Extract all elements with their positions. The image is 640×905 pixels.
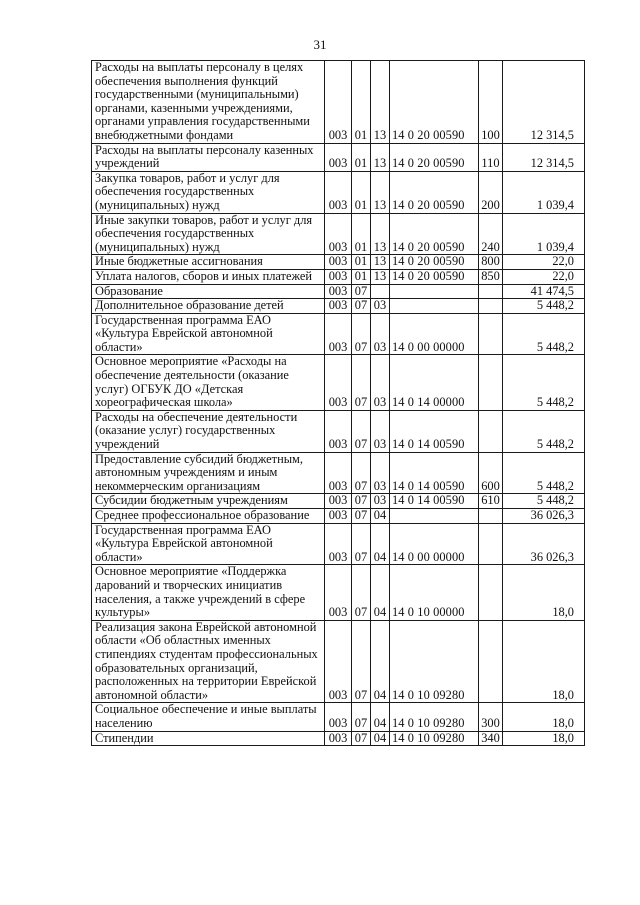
- row-vr: 340: [479, 731, 503, 746]
- page-number: 31: [313, 37, 327, 52]
- row-vr: 300: [479, 703, 503, 731]
- row-vr: [479, 509, 503, 524]
- row-sum: 12 314,5: [503, 61, 585, 144]
- table-row: [92, 731, 585, 746]
- row-csr: 14 0 14 00590: [390, 452, 479, 494]
- table-row: [92, 61, 585, 144]
- row-pr: 13: [371, 213, 390, 255]
- row-name: Государственная программа ЕАО «Культура Еврейской автономной области»: [92, 313, 325, 355]
- row-rz: 07: [352, 299, 371, 314]
- table-row: [92, 355, 585, 410]
- row-rz: 07: [352, 703, 371, 731]
- row-ved: 003: [325, 509, 352, 524]
- row-sum: 1 039,4: [503, 171, 585, 213]
- row-ved: 003: [325, 213, 352, 255]
- row-vr: [479, 284, 503, 299]
- row-name: Иные закупки товаров, работ и услуг для обеспечения государственных (муниципальных) нужд: [92, 213, 325, 255]
- row-rz: 01: [352, 213, 371, 255]
- budget-table: [91, 60, 585, 746]
- row-ved: 003: [325, 284, 352, 299]
- row-sum: 5 448,2: [503, 452, 585, 494]
- table-row: [92, 494, 585, 509]
- row-name: Образование: [92, 284, 325, 299]
- row-ved: 003: [325, 703, 352, 731]
- row-csr: 14 0 00 00000: [390, 523, 479, 565]
- row-sum: 22,0: [503, 269, 585, 284]
- table-row: [92, 509, 585, 524]
- row-vr: 600: [479, 452, 503, 494]
- row-pr: 04: [371, 620, 390, 703]
- row-csr: 14 0 20 00590: [390, 269, 479, 284]
- row-csr: 14 0 00 00000: [390, 313, 479, 355]
- row-sum: 36 026,3: [503, 523, 585, 565]
- row-sum: 41 474,5: [503, 284, 585, 299]
- row-name: Основное мероприятие «Поддержка дарований и творческих инициатив населения, а также учреждений в сфере культуры»: [92, 565, 325, 620]
- row-rz: 01: [352, 143, 371, 171]
- row-ved: 003: [325, 313, 352, 355]
- table-row: [92, 452, 585, 494]
- row-ved: 003: [325, 355, 352, 410]
- row-rz: 07: [352, 284, 371, 299]
- row-name: Закупка товаров, работ и услуг для обеспечения государственных (муниципальных) нужд: [92, 171, 325, 213]
- table-row: [92, 143, 585, 171]
- table-row: [92, 269, 585, 284]
- row-sum: 22,0: [503, 255, 585, 270]
- table-body: [92, 61, 585, 746]
- row-sum: 5 448,2: [503, 494, 585, 509]
- row-sum: 18,0: [503, 565, 585, 620]
- row-vr: [479, 299, 503, 314]
- row-vr: [479, 523, 503, 565]
- row-name: Расходы на обеспечение деятельности (оказание услуг) государственных учреждений: [92, 410, 325, 452]
- row-pr: 03: [371, 313, 390, 355]
- row-name: Расходы на выплаты персоналу казенных учреждений: [92, 143, 325, 171]
- row-ved: 003: [325, 731, 352, 746]
- row-ved: 003: [325, 494, 352, 509]
- row-csr: 14 0 10 09280: [390, 620, 479, 703]
- row-ved: 003: [325, 523, 352, 565]
- row-csr: 14 0 20 00590: [390, 61, 479, 144]
- row-vr: [479, 565, 503, 620]
- row-sum: 1 039,4: [503, 213, 585, 255]
- row-sum: 18,0: [503, 620, 585, 703]
- row-pr: 03: [371, 494, 390, 509]
- row-rz: 01: [352, 269, 371, 284]
- row-vr: 110: [479, 143, 503, 171]
- table-row: [92, 284, 585, 299]
- row-sum: 18,0: [503, 731, 585, 746]
- table-row: [92, 565, 585, 620]
- row-pr: 04: [371, 523, 390, 565]
- row-pr: [371, 284, 390, 299]
- row-ved: 003: [325, 620, 352, 703]
- row-vr: 100: [479, 61, 503, 144]
- row-csr: 14 0 10 00000: [390, 565, 479, 620]
- row-ved: 003: [325, 255, 352, 270]
- table-row: [92, 255, 585, 270]
- row-csr: 14 0 20 00590: [390, 143, 479, 171]
- row-name: Предоставление субсидий бюджетным, автономным учреждениям и иным некоммерческим организациям: [92, 452, 325, 494]
- row-rz: 07: [352, 620, 371, 703]
- row-vr: 200: [479, 171, 503, 213]
- row-csr: 14 0 10 09280: [390, 731, 479, 746]
- row-pr: 13: [371, 61, 390, 144]
- row-rz: 07: [352, 494, 371, 509]
- row-pr: 04: [371, 731, 390, 746]
- row-rz: 07: [352, 452, 371, 494]
- row-rz: 07: [352, 410, 371, 452]
- row-vr: 610: [479, 494, 503, 509]
- row-pr: 13: [371, 269, 390, 284]
- row-ved: 003: [325, 565, 352, 620]
- row-csr: [390, 284, 479, 299]
- row-csr: 14 0 20 00590: [390, 171, 479, 213]
- table-row: [92, 171, 585, 213]
- table-row: [92, 523, 585, 565]
- row-csr: 14 0 14 00590: [390, 494, 479, 509]
- row-ved: 003: [325, 410, 352, 452]
- row-csr: 14 0 10 09280: [390, 703, 479, 731]
- table-row: [92, 313, 585, 355]
- row-name: Субсидии бюджетным учреждениям: [92, 494, 325, 509]
- row-name: Уплата налогов, сборов и иных платежей: [92, 269, 325, 284]
- table-row: [92, 620, 585, 703]
- row-rz: 01: [352, 171, 371, 213]
- row-ved: 003: [325, 299, 352, 314]
- row-csr: 14 0 20 00590: [390, 213, 479, 255]
- row-pr: 13: [371, 143, 390, 171]
- row-pr: 03: [371, 355, 390, 410]
- row-sum: 5 448,2: [503, 313, 585, 355]
- row-csr: 14 0 14 00000: [390, 355, 479, 410]
- table-row: [92, 703, 585, 731]
- row-rz: 07: [352, 565, 371, 620]
- row-rz: 01: [352, 61, 371, 144]
- row-rz: 07: [352, 523, 371, 565]
- row-ved: 003: [325, 171, 352, 213]
- row-ved: 003: [325, 143, 352, 171]
- row-vr: 850: [479, 269, 503, 284]
- table-row: [92, 410, 585, 452]
- row-rz: 01: [352, 255, 371, 270]
- row-sum: 5 448,2: [503, 355, 585, 410]
- row-ved: 003: [325, 61, 352, 144]
- row-csr: [390, 509, 479, 524]
- row-ved: 003: [325, 452, 352, 494]
- row-vr: [479, 313, 503, 355]
- row-sum: 5 448,2: [503, 299, 585, 314]
- row-rz: 07: [352, 731, 371, 746]
- row-name: Основное мероприятие «Расходы на обеспечение деятельности (оказание услуг) ОГБУК ДО «Детская хореографическая школа»: [92, 355, 325, 410]
- row-ved: 003: [325, 269, 352, 284]
- row-vr: 800: [479, 255, 503, 270]
- row-pr: 03: [371, 299, 390, 314]
- row-pr: 04: [371, 703, 390, 731]
- row-name: Расходы на выплаты персоналу в целях обеспечения выполнения функций государственными (муниципальными) органами, казенными учреждениями, органами управления государственными внебюджетными фондами: [92, 61, 325, 144]
- row-pr: 13: [371, 171, 390, 213]
- row-name: Реализация закона Еврейской автономной области «Об областных именных стипендиях студентам профессиональных образовательных организаций, расположенных на территории Еврейской автономной области»: [92, 620, 325, 703]
- row-name: Стипендии: [92, 731, 325, 746]
- row-pr: 13: [371, 255, 390, 270]
- row-name: Государственная программа ЕАО «Культура Еврейской автономной области»: [92, 523, 325, 565]
- row-name: Среднее профессиональное образование: [92, 509, 325, 524]
- row-pr: 03: [371, 410, 390, 452]
- row-vr: 240: [479, 213, 503, 255]
- row-vr: [479, 355, 503, 410]
- row-vr: [479, 620, 503, 703]
- row-rz: 07: [352, 509, 371, 524]
- table-row: [92, 299, 585, 314]
- row-rz: 07: [352, 355, 371, 410]
- row-csr: 14 0 20 00590: [390, 255, 479, 270]
- row-name: Социальное обеспечение и иные выплаты населению: [92, 703, 325, 731]
- row-sum: 5 448,2: [503, 410, 585, 452]
- row-name: Дополнительное образование детей: [92, 299, 325, 314]
- row-pr: 04: [371, 565, 390, 620]
- row-name: Иные бюджетные ассигнования: [92, 255, 325, 270]
- row-sum: 12 314,5: [503, 143, 585, 171]
- row-pr: 03: [371, 452, 390, 494]
- row-sum: 36 026,3: [503, 509, 585, 524]
- row-sum: 18,0: [503, 703, 585, 731]
- table-row: [92, 213, 585, 255]
- row-csr: 14 0 14 00590: [390, 410, 479, 452]
- row-rz: 07: [352, 313, 371, 355]
- row-csr: [390, 299, 479, 314]
- row-vr: [479, 410, 503, 452]
- row-pr: 04: [371, 509, 390, 524]
